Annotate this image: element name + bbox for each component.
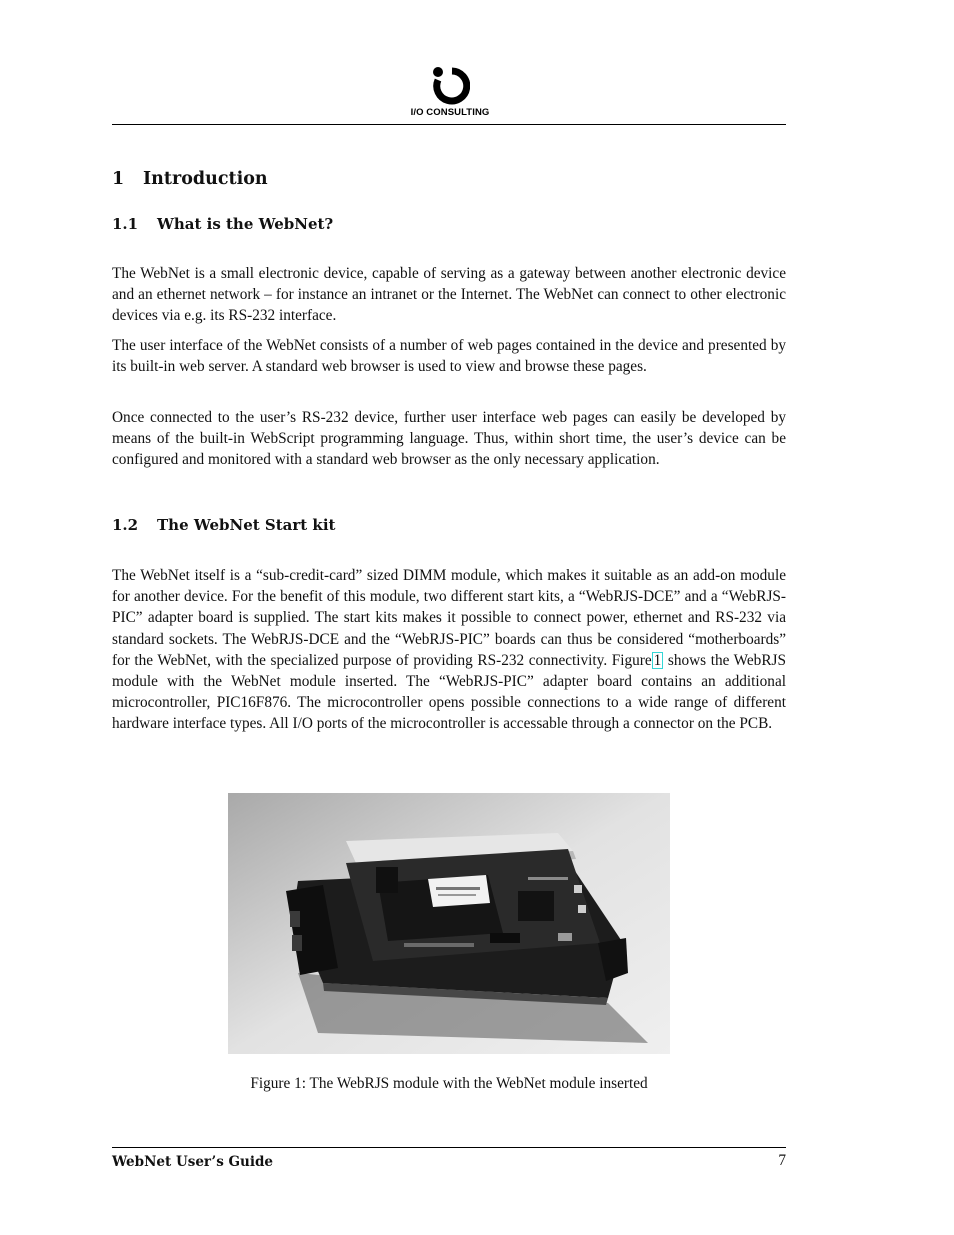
subsection-title: What is the WebNet? <box>157 215 334 233</box>
paragraph-text: shows the WebRJS module with the WebNet module inserted. The “WebRJS-PIC” adapter board contains an additional microcontroller, PIC16F876. The microcontroller opens possible connections to a wide range of different hardware interface types. All I/O ports of the microcontroller is accessable through a connector on the PCB. <box>112 651 786 733</box>
figure-webrjs-module-photo <box>228 793 670 1054</box>
logo-text: I/O CONSULTING <box>410 107 490 118</box>
header-rule <box>112 124 786 125</box>
webrjs-module-image <box>228 793 670 1054</box>
figure-caption: Figure 1: The WebRJS module with the WebNet module inserted <box>250 1075 648 1092</box>
document-page <box>112 0 786 1235</box>
footer-rule <box>112 1147 786 1148</box>
subsection-number: 1.2 <box>112 516 139 534</box>
io-logo-icon <box>430 66 470 106</box>
section-title: Introduction <box>143 169 268 189</box>
section-heading-introduction <box>112 169 268 189</box>
paragraph-user-interface: The user interface of the WebNet consists of a number of web pages contained in the device and presented by its built-in web server. A standard web browser is used to view and browse these pages. <box>112 337 786 376</box>
subsection-number: 1.1 <box>112 215 139 233</box>
io-consulting-logo <box>402 66 498 122</box>
subsection-heading-what-is-webnet <box>112 215 333 233</box>
paragraph-webscript: Once connected to the user’s RS-232 device, further user interface web pages can easily be developed by means of the built-in WebScript programming language. Thus, within short time, the user’s device can be configured and monitored with a standard web browser as the only necessary application. <box>112 409 786 469</box>
footer-document-title: WebNet User’s Guide <box>112 1154 274 1170</box>
footer-page-number: 7 <box>778 1152 786 1169</box>
figure-reference-link[interactable]: 1 <box>653 651 662 669</box>
paragraph-start-kit <box>112 565 786 735</box>
subsection-heading-start-kit <box>112 516 335 534</box>
paragraph-text: The WebNet itself is a “sub-credit-card” sized DIMM module, which makes it suitable as an add-on module for another device. For the benefit of this module, two different start kits, a “WebRJS-DCE” and a “WebRJS-PIC” adapter board is supplied. The start kits makes it possible to connect power, ethernet and RS-232 via standard sockets. The WebRJS-DCE and the “WebRJS-PIC” boards can thus be considered “motherboards” for the WebNet, with the specialized purpose of providing RS-232 connectivity. Figure <box>112 567 786 669</box>
section-number: 1 <box>112 169 125 189</box>
paragraph-webnet-overview: The WebNet is a small electronic device, capable of serving as a gateway between another electronic device and an ethernet network – for instance an intranet or the Internet. The WebNet can connect to other electronic devices via e.g. its RS-232 interface. <box>112 265 786 325</box>
subsection-title: The WebNet Start kit <box>157 516 336 534</box>
